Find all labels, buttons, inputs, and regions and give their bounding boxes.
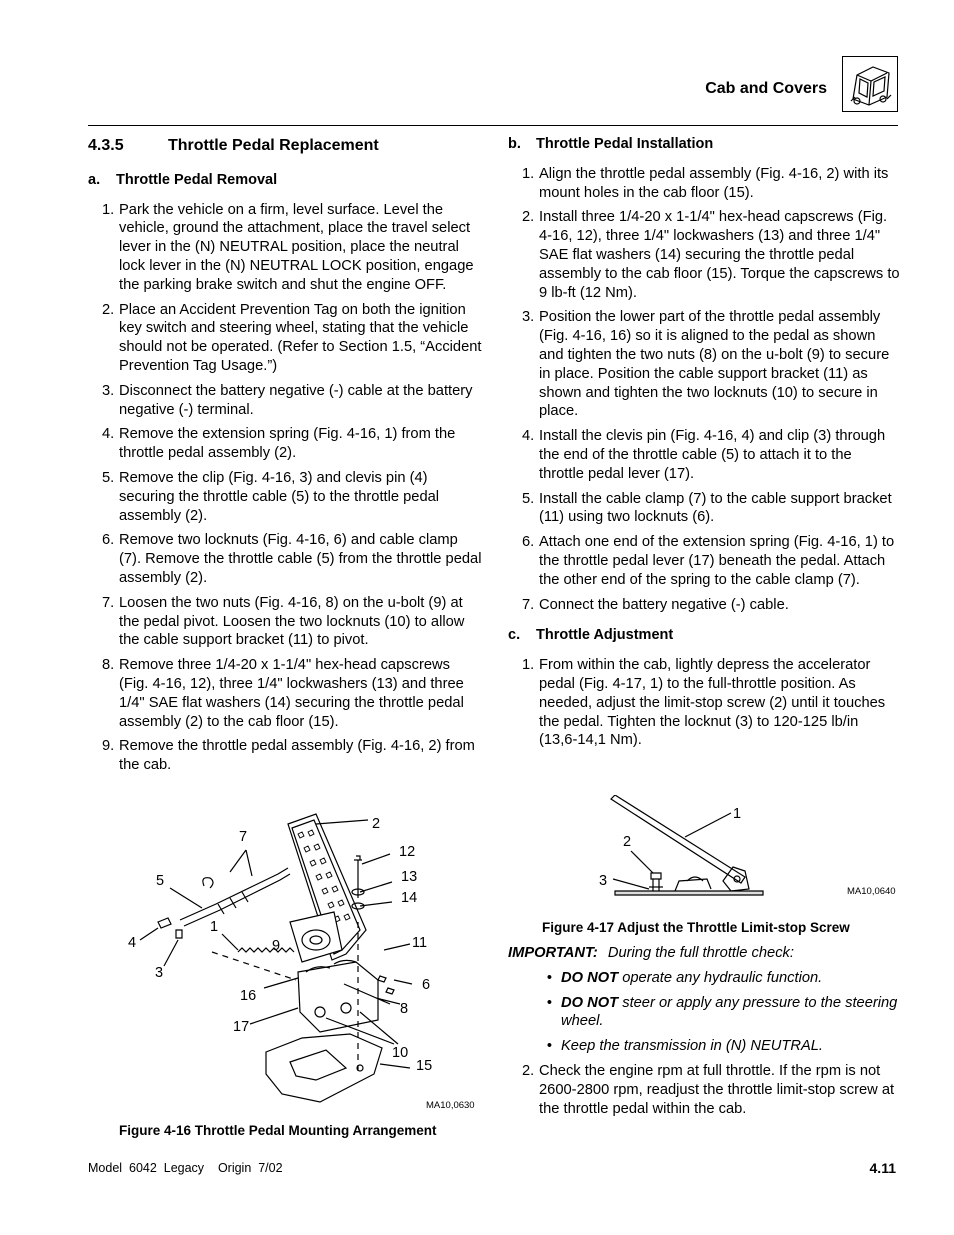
- step-number: 7.: [522, 596, 535, 613]
- step-number: 6.: [102, 532, 115, 549]
- important-label: IMPORTANT:: [508, 945, 598, 961]
- important-section: [508, 944, 900, 1124]
- list-item: [88, 425, 483, 463]
- fig16-label: 6: [422, 977, 431, 993]
- figure-4-16-throttle-pedal-diagram: [120, 812, 485, 1112]
- step-number: 1.: [522, 657, 535, 674]
- list-item: [508, 165, 900, 203]
- fig16-label: 5: [156, 873, 165, 889]
- section-header-title: Cab and Covers: [705, 80, 827, 97]
- step-number: 3.: [522, 309, 535, 326]
- list-item: [508, 596, 900, 615]
- step-number: 6.: [522, 534, 535, 551]
- fig17-label: 3: [599, 873, 608, 889]
- step-text: Remove the extension spring (Fig. 4-16, 1) from the throttle pedal assembly (2).: [119, 426, 456, 462]
- step-number: 2.: [522, 209, 535, 226]
- list-item: [508, 427, 900, 483]
- section-number: 4.3.5: [88, 137, 124, 154]
- subsection-heading-a: [88, 171, 483, 190]
- step-text: Remove the throttle pedal assembly (Fig. 4-16, 2) from the cab.: [119, 738, 475, 774]
- step-text: Attach one end of the extension spring (Fig. 4-16, 1) to the throttle pedal lever (17) beneath the pedal. Attach the other end of the spring to the cable clamp (7).: [539, 534, 895, 588]
- list-item: [88, 382, 483, 420]
- bullet-text: steer or apply any pressure to the steering wheel.: [561, 994, 898, 1030]
- section-title: Throttle Pedal Replacement: [168, 137, 379, 154]
- list-item: [88, 531, 483, 587]
- adjust-steps-list-2: [508, 1062, 900, 1118]
- bullet-emphasis: DO NOT: [561, 994, 619, 1011]
- figure-4-17-limit-stop-diagram: [595, 795, 905, 905]
- left-column: [88, 135, 483, 781]
- step-text: Remove two locknuts (Fig. 4-16, 6) and cable clamp (7). Remove the throttle cable (5) from the throttle pedal assembly (2).: [119, 532, 482, 586]
- step-text: Install the clevis pin (Fig. 4-16, 4) and clip (3) through the end of the throttle cable (5) to attach it to the throttle pedal lever (17).: [539, 428, 886, 482]
- list-item: [508, 490, 900, 528]
- page-number: 4.11: [869, 1160, 896, 1176]
- figure-4-17-caption: Figure 4-17 Adjust the Throttle Limit-stop Screw: [542, 920, 850, 935]
- step-text: Check the engine rpm at full throttle. If the rpm is not 2600-2800 rpm, readjust the throttle limit-stop screw at the throttle pedal within the cab.: [539, 1062, 895, 1117]
- step-number: 8.: [102, 657, 115, 674]
- fig17-label: 1: [733, 806, 742, 822]
- step-text: Connect the battery negative (-) cable.: [539, 596, 789, 613]
- list-item: [88, 201, 483, 295]
- step-number: 7.: [102, 594, 115, 611]
- step-text: Disconnect the battery negative (-) cable at the battery negative (-) terminal.: [119, 382, 473, 418]
- figure-4-16-caption: Figure 4-16 Throttle Pedal Mounting Arrangement: [119, 1123, 437, 1138]
- step-number: 5.: [102, 469, 115, 486]
- subsection-heading-c: [508, 626, 900, 645]
- step-text: Loosen the two nuts (Fig. 4-16, 8) on the u-bolt (9) at the pedal pivot. Loosen the two locknuts (10) to allow the cable support bracket (11) to pivot.: [119, 594, 465, 649]
- fig16-label: 4: [128, 935, 137, 951]
- fig16-label: 2: [372, 816, 381, 832]
- list-item: [508, 208, 900, 302]
- cab-icon: [842, 56, 898, 112]
- list-item: [508, 1062, 900, 1118]
- fig16-label: 16: [240, 988, 257, 1004]
- install-steps-list: [508, 165, 900, 615]
- fig17-label: 2: [623, 834, 632, 850]
- fig16-label: 12: [399, 844, 416, 860]
- bullet-text: operate any hydraulic function.: [622, 969, 823, 986]
- subsection-letter: a.: [88, 171, 101, 188]
- step-text: Remove the clip (Fig. 4-16, 3) and clevis pin (4) securing the throttle cable (5) to the throttle pedal assembly (2).: [119, 469, 440, 524]
- list-item: [508, 308, 900, 421]
- fig16-label: 11: [412, 935, 428, 951]
- subsection-title: Throttle Adjustment: [536, 627, 674, 644]
- fig16-label: 7: [239, 829, 248, 845]
- step-number: 1.: [102, 201, 115, 218]
- step-text: Park the vehicle on a firm, level surface. Level the vehicle, ground the attachment, place the travel select lever in the (N) NEUTRAL position, place the neutral lock lever in the (N) NEUTRAL LOCK position, engage the parking brake switch and shut the engine OFF.: [119, 201, 474, 293]
- section-heading: [88, 137, 483, 156]
- fig16-label: 9: [272, 938, 281, 954]
- fig16-label: 3: [155, 965, 164, 981]
- fig16-label: 17: [233, 1019, 250, 1035]
- footer-model-info: Model 6042 Legacy Origin 7/02: [88, 1161, 283, 1175]
- figure-code: MA10,0630: [426, 1100, 475, 1111]
- list-item: [88, 301, 483, 376]
- removal-steps-list: [88, 201, 483, 775]
- subsection-title: Throttle Pedal Removal: [116, 171, 278, 188]
- subsection-letter: b.: [508, 136, 521, 152]
- figure-code: MA10,0640: [847, 886, 896, 897]
- important-text: During the full throttle check:: [607, 945, 794, 961]
- bullet-text: Keep the transmission in (N) NEUTRAL.: [561, 1038, 824, 1055]
- fig16-label: 8: [400, 1001, 409, 1017]
- step-number: 4.: [102, 426, 115, 443]
- fig16-label: 1: [210, 919, 219, 935]
- list-item: • DO NOT steer or apply any pressure to the steering wheel.: [546, 994, 898, 1030]
- fig16-label: 15: [416, 1058, 433, 1074]
- list-item: [88, 737, 483, 775]
- list-item: [88, 656, 483, 731]
- step-text: From within the cab, lightly depress the accelerator pedal (Fig. 4-17, 1) to the full-throttle position. As needed, adjust the limit-stop screw (2) until it touches the pedal. Tighten the locknut (3) to 120-125 lb/in (13,6-14,1 Nm).: [539, 657, 886, 749]
- list-item: [88, 469, 483, 525]
- list-item: [508, 533, 900, 589]
- list-item: [88, 594, 483, 650]
- step-text: Position the lower part of the throttle pedal assembly (Fig. 4-16, 16) so it is aligned to the pedal as shown and tighten the two nuts (8) on the u-bolt (9) to secure in place. Position the cable support bracket (11) as shown and tighten the two locknuts (10) to secure in place.: [539, 309, 890, 420]
- subsection-heading-b: [508, 135, 900, 154]
- step-text: Install the cable clamp (7) to the cable support bracket (11) using two locknuts (6).: [539, 490, 892, 526]
- fig16-label: 13: [401, 869, 418, 885]
- step-number: 2.: [102, 301, 115, 318]
- step-text: Place an Accident Prevention Tag on both the ignition key switch and steering wheel, stating that the vehicle should not be operated. (Refer to Section 1.5, “Accident Prevention Tag Usage.”): [119, 301, 482, 374]
- bullet-emphasis: DO NOT: [561, 969, 619, 986]
- step-number: 4.: [522, 428, 535, 445]
- step-text: Install three 1/4-20 x 1-1/4" hex-head capscrews (Fig. 4-16, 12), three 1/4" lockwashers (13) and three 1/4" SAE flat washers (14) securing the throttle pedal assembly to the cab floor (15). Torque the capscrews to 9 lb-ft (12 Nm).: [539, 209, 900, 301]
- caution-bullets: [508, 969, 900, 1056]
- list-item: • DO NOT operate any hydraulic function.: [546, 969, 823, 986]
- fig16-label: 10: [392, 1045, 409, 1061]
- step-number: 9.: [102, 738, 115, 755]
- important-note: [508, 944, 900, 963]
- step-number: 1.: [522, 165, 535, 182]
- adjust-steps-list-1: [508, 656, 900, 750]
- step-number: 2.: [522, 1062, 535, 1079]
- step-number: 5.: [522, 490, 535, 507]
- step-number: 3.: [102, 382, 115, 399]
- list-item: [508, 656, 900, 750]
- subsection-letter: c.: [508, 627, 521, 644]
- fig16-label: 14: [401, 890, 418, 906]
- header-rule: [88, 125, 898, 126]
- right-column: [508, 135, 900, 756]
- subsection-title: Throttle Pedal Installation: [536, 136, 714, 152]
- list-item: • Keep the transmission in (N) NEUTRAL.: [546, 1038, 824, 1055]
- step-text: Align the throttle pedal assembly (Fig. 4-16, 2) with its mount holes in the cab floor (15).: [539, 165, 889, 201]
- step-text: Remove three 1/4-20 x 1-1/4" hex-head capscrews (Fig. 4-16, 12), three 1/4" lockwashers (13) and three 1/4" SAE flat washers (14) securing the throttle pedal assembly (2) to the cab floor (15).: [119, 657, 464, 730]
